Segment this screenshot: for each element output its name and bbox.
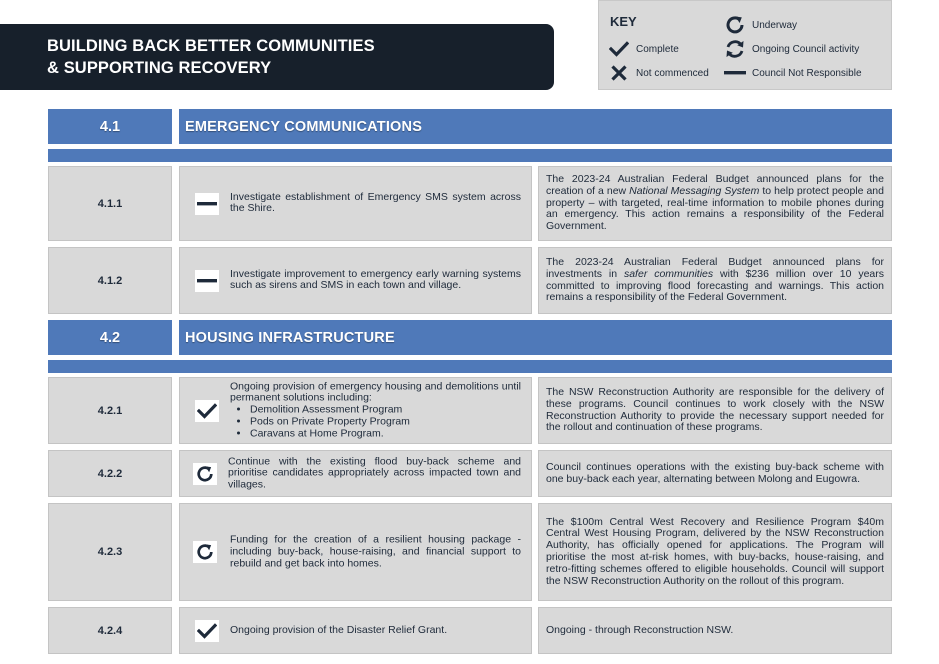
section-divider-bar [48, 149, 892, 162]
comment-cell [538, 503, 892, 601]
status-complete [195, 400, 219, 422]
action-cell [179, 503, 532, 601]
comment-text: The 2023-24 Australian Federal Budget announced plans for the creation of a new National Messaging System to help protect people and property – with targeted, real-time information to mobile phones during an emergency. This action remains a responsibility of the Federal Government. [546, 173, 884, 233]
table-row [0, 607, 939, 654]
list-item: • Caravans at Home Program. [250, 428, 521, 440]
dash-icon [197, 201, 217, 207]
list-item: • Pods on Private Property Program [250, 416, 521, 428]
action-bullet-list [230, 405, 521, 440]
key-item-complete [608, 39, 679, 59]
underway-icon [196, 465, 214, 483]
status-not-responsible [195, 193, 219, 215]
action-text [230, 381, 521, 440]
action-text: Funding for the creation of a resilient housing package - including buy-back, house-raising, and financial support to rebuild and get back into homes. [230, 533, 521, 569]
section-header-housing-infrastructure [0, 320, 939, 355]
key-title: KEY [610, 14, 637, 29]
table-row [0, 166, 939, 241]
section-divider-bar [48, 360, 892, 373]
dash-icon [724, 63, 746, 83]
action-id: 4.1.1 [48, 166, 172, 241]
table-row [0, 503, 939, 601]
action-id: 4.1.2 [48, 247, 172, 314]
action-text: Ongoing provision of the Disaster Relief Grant. [230, 623, 448, 636]
section-title: HOUSING INFRASTRUCTURE [179, 320, 892, 355]
key-item-underway [724, 15, 797, 35]
cross-icon [608, 63, 630, 83]
page-title-line-1: BUILDING BACK BETTER COMMUNITIES [47, 37, 375, 55]
section-number: 4.1 [48, 109, 172, 144]
status-complete [195, 620, 219, 642]
action-id: 4.2.4 [48, 607, 172, 654]
action-id: 4.2.2 [48, 450, 172, 497]
action-text: Investigate improvement to emergency early warning systems such as sirens and SMS in each town and village. [230, 267, 521, 292]
key-item-not-responsible [724, 63, 862, 83]
dash-icon [197, 278, 217, 284]
key-label-not-commenced: Not commenced [636, 67, 709, 79]
comment-text: The 2023-24 Australian Federal Budget announced plans for investments in safer communities with $236 million over 10 years committed to improving flood forecasting and warnings. This action remains a responsibility of the Federal Government. [546, 255, 885, 304]
comment-cell [538, 247, 892, 314]
list-item: • Demolition Assessment Program [250, 405, 521, 417]
comment-cell [538, 607, 892, 654]
action-cell [179, 166, 532, 241]
table-row [0, 247, 939, 314]
key-label-complete: Complete [636, 43, 679, 55]
status-not-responsible [195, 270, 219, 292]
key-label-ongoing: Ongoing Council activity [752, 43, 860, 55]
comment-text: The $100m Central West Recovery and Resilience Program $40m Central West Housing Program, delivered by the NSW Reconstruction Authority, has officially opened for applications. The Program will prioritise the most at-risk homes, with buy-backs, house-raising, and retro-fitting schemes offered to eligible households. Council will support the NSW Reconstruction Authority on the rollout of this program. [546, 515, 884, 587]
action-cell [179, 377, 532, 444]
action-id: 4.2.3 [48, 503, 172, 601]
table-row [0, 377, 939, 444]
section-number: 4.2 [48, 320, 172, 355]
check-icon [197, 403, 217, 419]
comment-cell [538, 166, 892, 241]
action-cell [179, 247, 532, 314]
key-item-not-commenced [608, 63, 709, 83]
key-label-not-responsible: Council Not Responsible [752, 67, 862, 79]
ongoing-icon [724, 39, 746, 59]
comment-cell [538, 377, 892, 444]
action-id: 4.2.1 [48, 377, 172, 444]
underway-icon [724, 15, 746, 35]
status-key [598, 0, 892, 90]
action-text: Continue with the existing flood buy-back scheme and prioritise candidates appropriately across impacted town and villages. [228, 454, 521, 491]
page-title-line-2: & SUPPORTING RECOVERY [47, 59, 272, 77]
action-text: Investigate establishment of Emergency SMS system across the Shire. [230, 190, 521, 215]
underway-icon [196, 543, 214, 561]
table-row [0, 450, 939, 497]
action-cell [179, 450, 532, 497]
title-banner [0, 24, 554, 90]
key-label-underway: Underway [752, 19, 798, 31]
status-underway [193, 541, 217, 563]
comment-text: The NSW Reconstruction Authority are responsible for the delivery of these programs. Council continues to work closely with the NSW Reconstruction Authority to provide the necessary support needed for the rollout and continuation of these programs. [546, 385, 884, 434]
section-header-emergency-communications [0, 109, 939, 144]
check-icon [608, 39, 630, 59]
comment-cell [538, 450, 892, 497]
comment-text: Council continues operations with the existing buy-back scheme with one buy-back each year, alternating between Molong and Eugowra. [546, 460, 884, 485]
action-cell [179, 607, 532, 654]
section-title: EMERGENCY COMMUNICATIONS [179, 109, 892, 144]
status-underway [193, 463, 217, 485]
action-intro: Ongoing provision of emergency housing and demolitions until permanent solutions including: [230, 380, 521, 404]
comment-text: Ongoing - through Reconstruction NSW. [546, 623, 734, 636]
check-icon [197, 623, 217, 639]
key-item-ongoing [724, 39, 859, 59]
